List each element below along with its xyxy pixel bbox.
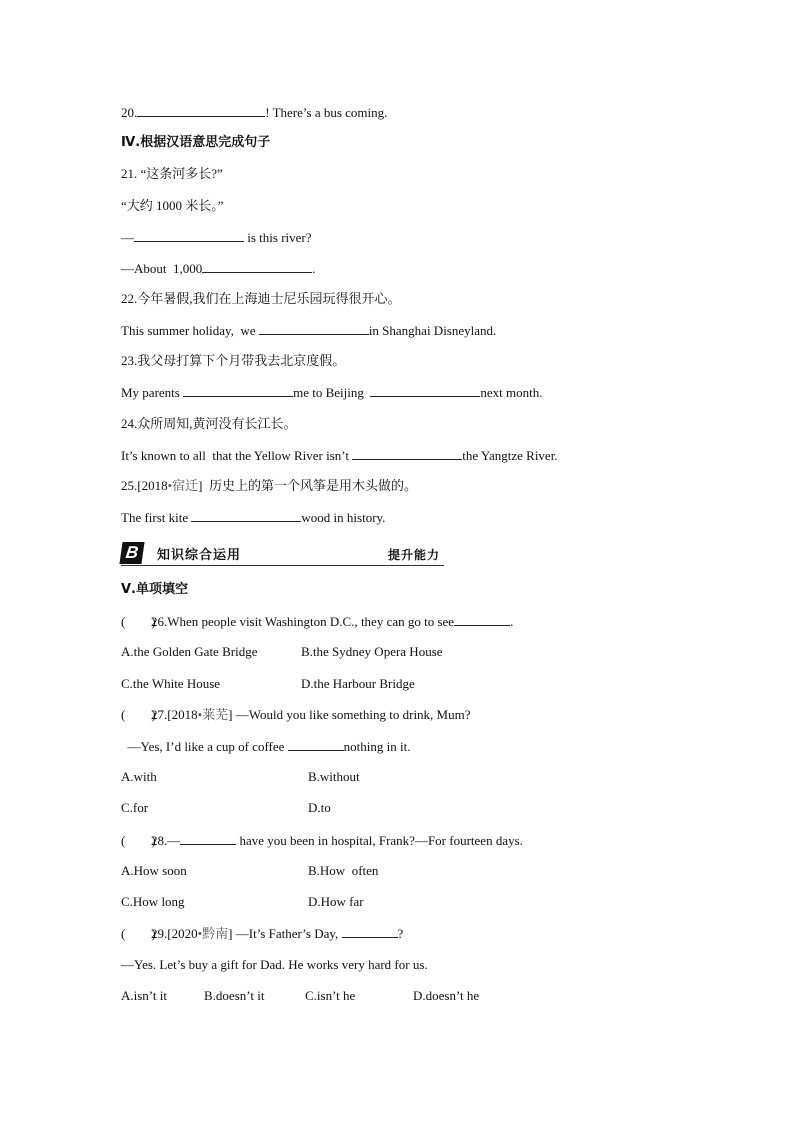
q24-prompt: 24.众所周知,黄河没有长江长。: [121, 416, 297, 431]
q23-pre: My parents: [121, 385, 184, 400]
banner-title: 知识综合运用: [157, 548, 242, 563]
q22-blank[interactable]: [259, 322, 369, 335]
q27-answer-paren[interactable]: ( ): [121, 707, 156, 722]
q25-source: 宿迁: [172, 478, 199, 493]
q21-prompt2: “大约 1000 米长。”: [121, 198, 224, 213]
section-5-title: Ⅴ.单项填空: [121, 582, 188, 597]
q25-post: wood in history.: [301, 510, 386, 525]
q25-pre: The first kite: [121, 510, 192, 525]
q28-stem: [121, 832, 523, 849]
q28-option-b[interactable]: B.How often: [308, 863, 379, 878]
q27-line2: [121, 738, 410, 755]
q21-line2: [121, 260, 316, 277]
q22-line: [121, 322, 496, 339]
q27-line2-post: nothing in it.: [343, 739, 411, 754]
q25-blank[interactable]: [191, 509, 301, 522]
section-4-title: Ⅳ.根据汉语意思完成句子: [121, 135, 271, 150]
q22-pre: This summer holiday, we: [121, 323, 259, 338]
q27-blank[interactable]: [288, 738, 344, 751]
q24-post: the Yangtze River.: [462, 448, 558, 463]
q27-text: ] —Would you like something to drink, Mum?: [228, 707, 471, 722]
q24-blank[interactable]: [352, 447, 462, 460]
q21-blank2[interactable]: [202, 260, 312, 273]
q21-rest1: is this river?: [244, 230, 312, 245]
q29-end: ?: [397, 926, 404, 941]
q29-number: 29.[2020: [151, 926, 198, 941]
q20-line: [121, 104, 387, 121]
q29-option-c[interactable]: C.isn’t he: [305, 988, 356, 1003]
q27-stem: [121, 707, 471, 723]
q21-dash: —: [121, 230, 134, 245]
banner-underline: [121, 565, 444, 566]
q21-blank1[interactable]: [134, 229, 244, 242]
q29-option-b[interactable]: B.doesn’t it: [204, 988, 265, 1003]
q29-dot: •: [197, 926, 203, 941]
q27-dot: •: [197, 707, 203, 722]
q26-blank[interactable]: [454, 613, 510, 626]
q26-option-d[interactable]: D.the Harbour Bridge: [301, 676, 415, 691]
q26-end: .: [510, 614, 514, 629]
q29-answer-paren[interactable]: ( ): [121, 926, 156, 941]
q28-number: 28.—: [151, 833, 181, 848]
q28-option-a[interactable]: A.How soon: [121, 863, 187, 878]
q27-option-d[interactable]: D.to: [308, 800, 331, 815]
q20-text: ! There’s a bus coming.: [265, 105, 388, 120]
q29-line2: —Yes. Let’s buy a gift for Dad. He works very hard for us.: [121, 957, 428, 972]
section-b-badge-icon: B: [119, 542, 144, 564]
q27-option-a[interactable]: A.with: [121, 769, 157, 784]
q26-answer-paren[interactable]: ( ): [121, 614, 156, 629]
q28-text: have you been in hospital, Frank?—For fourteen days.: [236, 833, 523, 848]
q23-line: [121, 384, 543, 401]
q29-option-a[interactable]: A.isn’t it: [121, 988, 167, 1003]
q23-mid: me to Beijing: [293, 385, 371, 400]
q26-text: 26.When people visit Washington D.C., they can go to see: [151, 614, 455, 629]
q25-dot: •: [167, 478, 173, 493]
q23-post: next month.: [480, 385, 543, 400]
q20-number: 20.: [121, 105, 138, 120]
q28-option-c[interactable]: C.How long: [121, 894, 185, 909]
q28-blank[interactable]: [180, 832, 236, 845]
q28-option-d[interactable]: D.How far: [308, 894, 364, 909]
q20-blank[interactable]: [137, 104, 265, 117]
q29-source: 黔南: [202, 926, 229, 941]
q27-option-b[interactable]: B.without: [308, 769, 360, 784]
q21-prompt: 21. “这条河多长?”: [121, 166, 223, 181]
q26-option-a[interactable]: A.the Golden Gate Bridge: [121, 644, 258, 659]
q23-prompt: 23.我父母打算下个月带我去北京度假。: [121, 353, 346, 368]
q24-line: [121, 447, 558, 464]
q27-source: 莱芜: [202, 707, 229, 722]
q21-line1: [121, 229, 312, 246]
q29-option-d[interactable]: D.doesn’t he: [413, 988, 480, 1003]
q22-post: in Shanghai Disneyland.: [368, 323, 497, 338]
q25-text: ] 历史上的第一个风筝是用木头做的。: [198, 478, 418, 493]
q28-answer-paren[interactable]: ( ): [121, 833, 156, 848]
q29-stem: [121, 925, 403, 942]
q26-stem: [121, 613, 513, 630]
q27-number: 27.[2018: [151, 707, 198, 722]
q27-line2-pre: —Yes, I’d like a cup of coffee: [121, 739, 288, 754]
q26-option-b[interactable]: B.the Sydney Opera House: [301, 644, 443, 659]
q25-line: [121, 509, 385, 526]
q29-text: ] —It’s Father’s Day,: [228, 926, 342, 941]
q25-prompt: [121, 478, 417, 494]
q27-option-c[interactable]: C.for: [121, 800, 149, 815]
q21-rest2: .: [312, 261, 316, 276]
q25-number: 25.[2018: [121, 478, 168, 493]
q23-blank1[interactable]: [183, 384, 293, 397]
banner-subtitle: 提升能力: [388, 548, 441, 562]
q26-option-c[interactable]: C.the White House: [121, 676, 221, 691]
q22-prompt: 22.今年暑假,我们在上海迪士尼乐园玩得很开心。: [121, 291, 401, 306]
q29-blank[interactable]: [342, 925, 398, 938]
q21-dash2: —About 1,000: [121, 261, 203, 276]
q23-blank2[interactable]: [370, 384, 480, 397]
q24-pre: It’s known to all that the Yellow River isn’t: [121, 448, 353, 463]
